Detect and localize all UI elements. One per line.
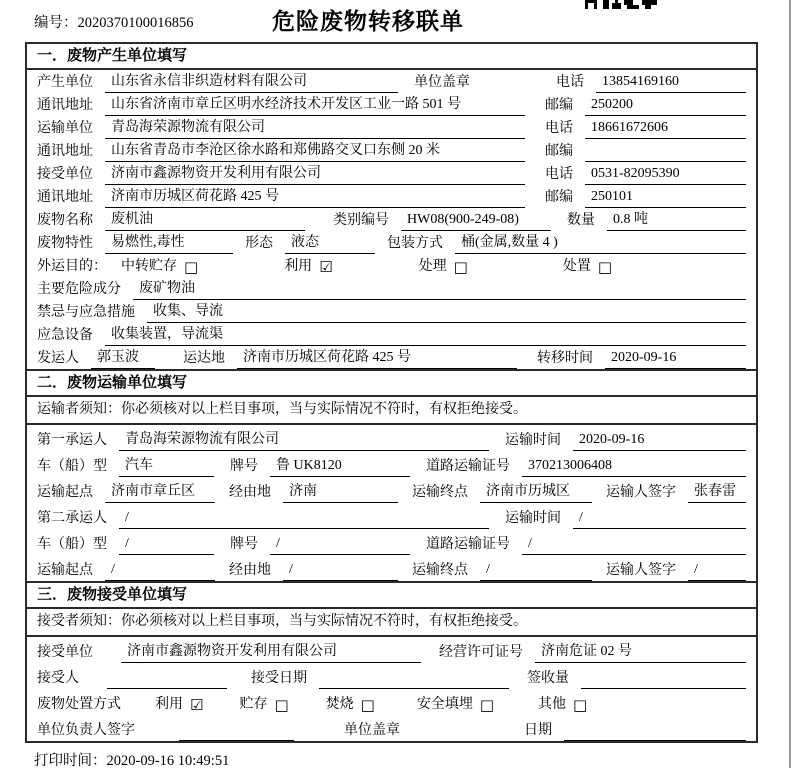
form-row-producer-address [27,93,756,116]
field-label: 电话 [545,121,573,136]
field-label: 经营许可证号 [439,645,523,660]
print-time-value: 2020-09-16 10:49:51 [106,753,230,768]
field-label: 第一承运人 [37,433,107,448]
section-3-title: 三．废物接受单位填写 [27,583,756,609]
field-value: 郭玉波 [91,346,155,369]
field-value: / [105,562,215,581]
form-row-waste-name [27,208,756,231]
checkbox-checked-icon: ☑ [319,258,333,276]
field-label: 运输时间 [505,511,561,526]
field-label: 转移时间 [537,351,593,366]
checkbox-label: 其他 [538,697,567,712]
form-row-emergency-equipment [27,323,756,346]
field-value: 汽车 [119,454,214,477]
doc-number-value: 2020370100016856 [77,15,194,31]
field-value: 370213006408 [522,458,746,477]
field-value: 18661672606 [585,120,746,139]
form-row-emergency-measures [27,300,756,323]
field-label: 第二承运人 [37,511,107,526]
form-row-shipper [27,346,756,369]
field-value: 0.8 吨 [607,208,746,231]
checkbox-option-landfill [417,693,494,715]
field-value: HW08(900-249-08) [401,212,551,231]
field-value: 0531-82095390 [585,166,746,185]
checkbox-label: 利用 [284,259,313,274]
field-label: 类别编号 [333,213,389,228]
field-value: 收集、导流 [147,300,746,323]
section-waste-receiver [27,581,756,741]
field-label: 运输单位 [37,121,93,136]
field-value: 鲁 UK8120 [270,454,410,477]
field-label: 接受单位 [37,645,93,660]
checkbox-option-other [538,693,587,715]
checkbox-option-utilize [155,693,203,715]
checkbox-label: 焚烧 [325,697,354,712]
field-label: 运输人签字 [606,485,676,500]
form-row-accept-person [27,663,756,689]
field-label: 接受日期 [251,671,307,686]
field-value: 济南市章丘区 [105,480,215,503]
field-label: 车（船）型 [37,537,107,552]
page-title: 危险废物转移联单 [272,9,464,34]
field-value: 济南危证 02 号 [535,640,746,663]
field-value: 13854169160 [596,74,746,93]
field-label: 运输时间 [505,433,561,448]
field-label: 单位盖章 [414,75,470,90]
field-value: 济南市历城区 [480,480,592,503]
section-waste-producer [27,44,756,369]
field-label: 接受人 [37,671,79,686]
checkbox-option-incinerate [326,693,375,715]
print-time-label: 打印时间： [34,753,107,768]
checkbox-option-transit-storage [121,255,198,277]
field-label: 产生单位 [37,75,93,90]
field-label: 运输起点 [37,485,93,500]
field-label: 运输人签字 [606,563,676,578]
checkbox-option-utilize [284,255,332,277]
checkbox-option-store [239,693,288,715]
field-label: 数量 [567,213,595,228]
checkbox-icon: □ [453,258,468,276]
field-label: 牌号 [230,537,258,552]
checkbox-label: 利用 [155,697,183,712]
field-value: 山东省济南市章丘区明水经济技术开发区工业一路 501 号 [105,93,525,116]
field-value: / [688,562,746,581]
checkbox-icon: □ [479,696,495,714]
field-label: 形态 [245,236,273,251]
section-2-title: 二．废物运输单位填写 [27,371,756,397]
field-label: 废物名称 [37,213,93,228]
form-row-transport-unit [27,116,756,139]
field-label: 通讯地址 [37,144,93,159]
checkbox-icon: □ [360,696,375,714]
checkbox-option-dispose [563,255,612,277]
checkbox-option-treat [419,255,468,277]
field-label: 牌号 [230,459,258,474]
page-edge-line [789,0,791,768]
field-value: / [119,510,489,529]
field-label: 电话 [556,75,584,90]
field-value: 济南市鑫源物资开发利用有限公司 [121,640,421,663]
checkbox-label: 贮存 [239,697,268,712]
field-label: 道路运输证号 [426,537,510,552]
field-label: 运输起点 [37,563,93,578]
field-value: 250200 [585,97,746,116]
field-value [179,724,294,741]
field-label: 废物特性 [37,236,93,251]
field-value: / [522,536,746,555]
field-label: 经由地 [229,563,271,578]
field-label: 签收量 [527,671,569,686]
field-value: 收集装置，导流渠 [105,323,746,346]
field-label: 外运目的： [37,259,107,274]
form-row-hazard-components [27,277,756,300]
field-value: 青岛海荣源物流有限公司 [105,116,525,139]
field-value: 废矿物油 [133,277,746,300]
transporter-notice: 运输者须知：你必须核对以上栏目事项，当与实际情况不符时，有权拒绝接受。 [27,397,756,425]
field-value: 桶(金属,数量 4 ) [455,231,746,254]
checkbox-icon: □ [573,696,588,714]
field-value: 济南市鑫源物资开发利用有限公司 [105,162,525,185]
field-label: 废物处置方式 [37,697,121,712]
field-label: 邮编 [545,190,573,205]
field-value: / [270,536,410,555]
form-row-receiver-unit [27,162,756,185]
field-value: 济南 [283,480,398,503]
field-value: 张春雷 [688,480,746,503]
field-label: 运达地 [183,351,225,366]
field-label: 应急设备 [37,328,93,343]
form-row-accept-unit [27,637,756,663]
field-label: 电话 [545,167,573,182]
field-label: 发运人 [37,351,79,366]
field-label: 主要危险成分 [37,282,121,297]
field-value: 山东省青岛市李沧区徐水路和郑佛路交叉口东侧 20 米 [105,139,525,162]
field-value [564,724,746,741]
field-label: 邮编 [545,144,573,159]
field-label: 邮编 [545,98,573,113]
field-value [581,672,746,689]
field-label: 道路运输证号 [426,459,510,474]
document-table [25,42,758,743]
checkbox-label: 处置 [562,259,591,274]
form-row-route-1 [27,477,756,503]
checkbox-icon: □ [274,696,289,714]
field-label: 禁忌与应急措施 [37,305,135,320]
form-row-transport-address [27,139,756,162]
field-label: 经由地 [229,485,271,500]
field-value: 山东省永信非织造材料有限公司 [105,70,398,93]
section-1-title: 一．废物产生单位填写 [27,44,756,70]
form-row-route-2 [27,555,756,581]
field-label: 包装方式 [387,236,443,251]
field-value: / [573,510,746,529]
checkbox-label: 中转贮存 [121,259,177,274]
receiver-notice: 接受者须知：你必须核对以上栏目事项，当与实际情况不符时，有权拒绝接受。 [27,609,756,637]
form-row-second-carrier [27,503,756,529]
field-value: / [119,536,214,555]
doc-number-label: 编号： [34,15,78,31]
field-value: 废机油 [105,208,305,231]
field-value [319,672,509,689]
qr-code-fragment [585,0,657,9]
field-value [585,145,746,162]
checkbox-label: 处理 [418,259,447,274]
form-row-waste-property [27,231,756,254]
field-label: 车（船）型 [37,459,107,474]
form-row-vehicle-2 [27,529,756,555]
checkbox-checked-icon: ☑ [190,696,204,714]
field-value: 济南市历城区荷花路 425 号 [237,346,517,369]
field-value: / [480,562,592,581]
checkbox-icon: □ [184,258,199,276]
field-label: 通讯地址 [37,98,93,113]
field-value: 2020-09-16 [573,432,746,451]
field-label: 单位负责人签字 [37,723,135,738]
field-value: 250101 [585,189,746,208]
field-label: 接受单位 [37,167,93,182]
field-value: 青岛海荣源物流有限公司 [119,428,489,451]
form-row-vehicle-1 [27,451,756,477]
field-value: 液态 [285,231,375,254]
field-value: / [283,562,398,581]
field-label: 运输终点 [412,563,468,578]
form-row-producer-unit [27,70,756,93]
form-row-responsible-signature [27,715,756,741]
field-value: 济南市历城区荷花路 425 号 [105,185,525,208]
field-value: 易燃性,毒性 [105,231,233,254]
form-row-first-carrier [27,425,756,451]
field-value [107,672,227,689]
field-label: 单位盖章 [344,723,400,738]
section-waste-transporter [27,369,756,581]
form-row-receiver-address [27,185,756,208]
print-time [34,749,229,768]
field-label: 运输终点 [412,485,468,500]
checkbox-icon: □ [597,258,613,276]
form-row-transfer-purpose [27,254,756,277]
field-value: 2020-09-16 [605,350,746,369]
checkbox-label: 安全填埋 [416,697,473,712]
field-label: 日期 [524,723,552,738]
field-label: 通讯地址 [37,190,93,205]
form-row-disposal-method [27,689,756,715]
